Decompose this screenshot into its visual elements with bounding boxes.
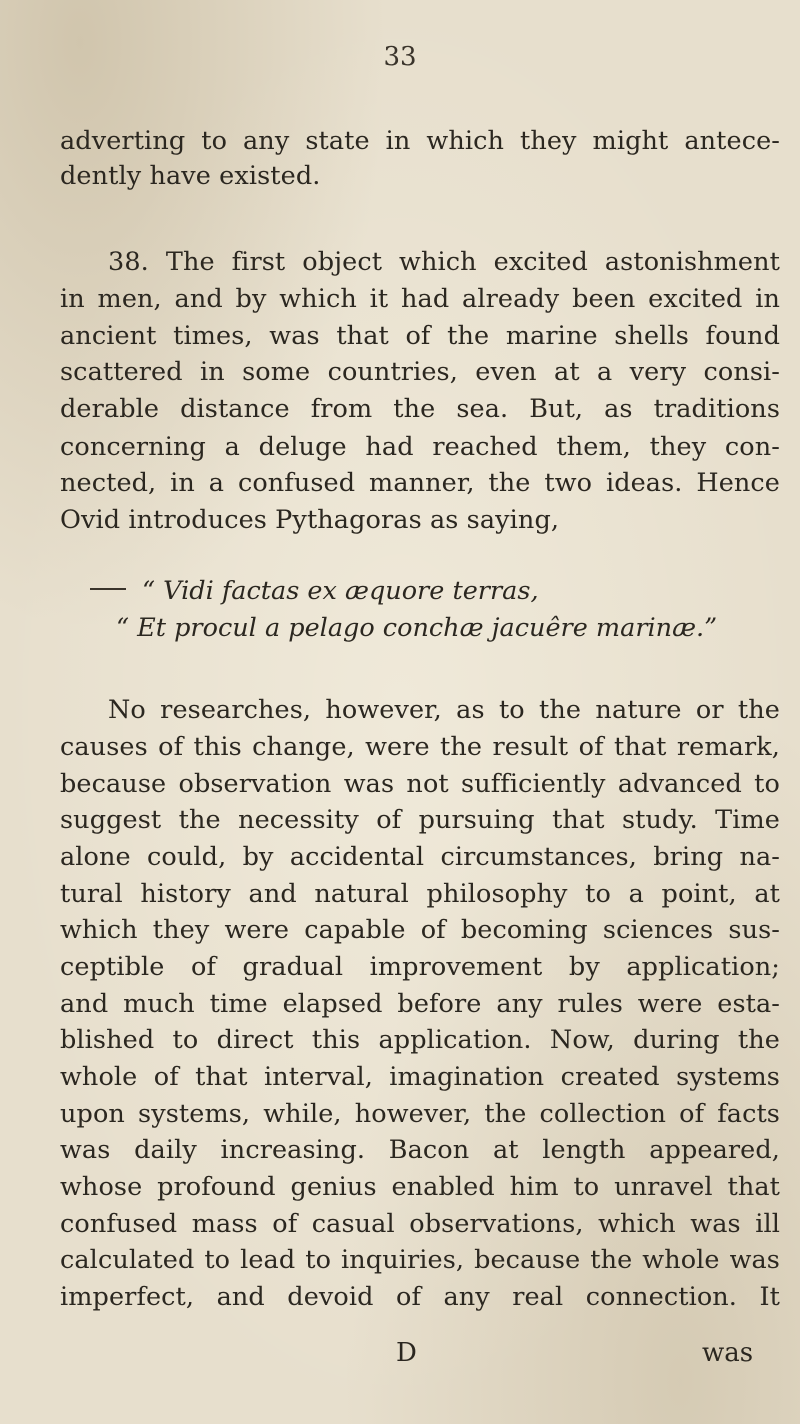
text-line: calculated to lead to inquiries, because the whole was xyxy=(60,1245,780,1275)
text-line: upon systems, while, however, the collection of facts xyxy=(60,1099,780,1129)
text-line: Ovid introduces Pythagoras as saying, xyxy=(60,505,560,535)
quotation-line: “ Vidi factas ex æquore terras, xyxy=(142,576,539,606)
text-line: suggest the necessity of pursuing that study. Time xyxy=(60,805,780,835)
text-line: which they were capable of becoming sciences sus- xyxy=(60,915,780,945)
quotation-line: “ Et procul a pelago conchæ jacuêre marinæ.” xyxy=(116,613,718,643)
page-number: 33 xyxy=(383,42,417,72)
signature-mark: D xyxy=(396,1338,417,1368)
text-line: ceptible of gradual improvement by application; xyxy=(60,952,780,982)
paragraph-38-first-line: 38. The first object which excited astonishment xyxy=(108,247,780,277)
text-line: derable distance from the sea. But, as traditions xyxy=(60,394,780,424)
text-line: tural history and natural philosophy to a point, at xyxy=(60,879,780,909)
text-line: whole of that interval, imagination created systems xyxy=(60,1062,780,1092)
text-line: was daily increasing. Bacon at length appeared, xyxy=(60,1135,780,1165)
text-line: imperfect, and devoid of any real connection. It xyxy=(60,1282,780,1312)
text-line: dently have existed. xyxy=(60,161,321,191)
text-line: scattered in some countries, even at a very consi- xyxy=(60,357,780,387)
text-line: because observation was not sufficiently advanced to xyxy=(60,769,780,799)
text-line: alone could, by accidental circumstances, bring na- xyxy=(60,842,780,872)
text-line: concerning a deluge had reached them, they con- xyxy=(60,432,780,462)
text-line: confused mass of casual observations, which was ill xyxy=(60,1209,780,1239)
text-line: causes of this change, were the result of that remark, xyxy=(60,732,780,762)
text-line: and much time elapsed before any rules were esta- xyxy=(60,989,780,1019)
text-line: adverting to any state in which they might antece- xyxy=(60,126,780,156)
text-line: blished to direct this application. Now, during the xyxy=(60,1025,780,1055)
text-line: ancient times, was that of the marine shells found xyxy=(60,321,780,351)
text-line: whose profound genius enabled him to unravel that xyxy=(60,1172,780,1202)
catchword: was xyxy=(702,1338,754,1368)
quotation-dash xyxy=(90,588,126,590)
text-line: nected, in a confused manner, the two ideas. Hence xyxy=(60,468,780,498)
text-line: No researches, however, as to the nature or the xyxy=(108,695,780,725)
text-line: in men, and by which it had already been excited in xyxy=(60,284,780,314)
